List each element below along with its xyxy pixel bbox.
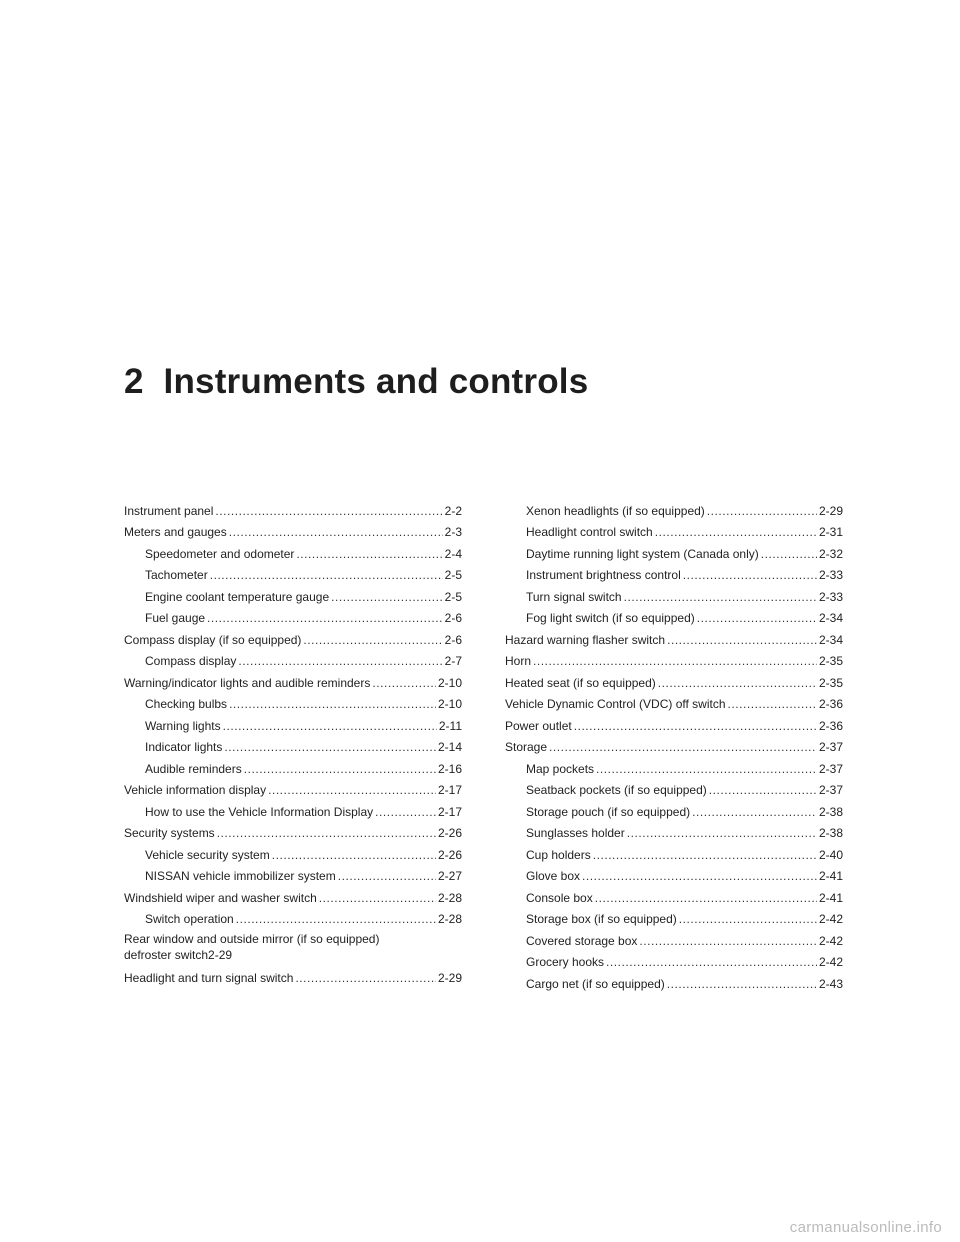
- toc-entry-label: Covered storage box: [526, 933, 638, 948]
- toc-entry[interactable]: [505, 883, 843, 905]
- toc-entry-label: Sunglasses holder: [526, 826, 625, 840]
- toc-entry-page: 2-43: [818, 976, 843, 991]
- toc-entry-page: 2-6: [444, 611, 462, 625]
- toc-entry[interactable]: [505, 969, 843, 991]
- toc-entry[interactable]: [505, 905, 843, 927]
- toc-entry-label: Storage pouch (if so equipped): [526, 804, 691, 819]
- toc-entry-page: 2-33: [818, 568, 843, 582]
- toc-entry[interactable]: [505, 625, 843, 647]
- toc-entry-page: 2-36: [818, 718, 843, 733]
- toc-entry-label: Xenon headlights (if so equipped): [526, 503, 705, 518]
- toc-entry[interactable]: [124, 690, 462, 712]
- toc-leader-dots: [375, 805, 436, 819]
- toc-entry-page: 2-42: [818, 912, 843, 926]
- toc-entry[interactable]: [124, 539, 462, 561]
- toc-entry-label: Power outlet: [505, 718, 572, 733]
- toc-entry-page: 2-10: [437, 697, 462, 711]
- toc-entry[interactable]: [505, 582, 843, 604]
- toc-leader-dots: [238, 654, 442, 668]
- toc-entry-label: How to use the Vehicle Information Display: [145, 804, 374, 819]
- toc-leader-dots: [296, 547, 442, 561]
- toc-leader-dots: [697, 611, 817, 625]
- toc-entry-label: Security systems: [124, 826, 215, 840]
- toc-leader-dots: [268, 783, 436, 797]
- toc-leader-dots: [707, 504, 817, 518]
- toc-leader-dots: [582, 869, 817, 883]
- toc-entry-label: Warning lights: [145, 718, 221, 733]
- toc-leader-dots: [596, 762, 817, 776]
- toc-entry-page: 2-27: [437, 869, 462, 883]
- toc-entry[interactable]: [505, 754, 843, 776]
- toc-right-column: [505, 496, 843, 991]
- toc-entry-label: Vehicle Dynamic Control (VDC) off switch: [505, 697, 726, 711]
- toc-entry-page: 2-34: [818, 611, 843, 625]
- toc-entry[interactable]: [124, 905, 462, 927]
- toc-entry-label: Cup holders: [526, 847, 591, 862]
- toc-entry-label: Headlight and turn signal switch: [124, 970, 294, 985]
- toc-leader-dots: [244, 762, 436, 776]
- toc-entry-label: Windshield wiper and washer switch: [124, 890, 317, 905]
- toc-entry[interactable]: [124, 647, 462, 669]
- toc-entry-page: 2-42: [818, 955, 843, 969]
- toc-entry-label: Fog light switch (if so equipped): [526, 611, 695, 625]
- toc-entry-label: Daytime running light system (Canada only): [526, 546, 759, 561]
- toc-entry-page: 2-3: [444, 525, 462, 539]
- toc-entry[interactable]: [505, 690, 843, 712]
- toc-entry-page: 2-11: [438, 718, 462, 733]
- toc-entry-page: 2-36: [818, 697, 843, 711]
- toc-leader-dots: [627, 826, 817, 840]
- toc-leader-dots: [236, 912, 436, 926]
- toc-leader-dots: [667, 633, 817, 647]
- toc-entry[interactable]: [124, 797, 462, 819]
- toc-entry-page: 2-6: [444, 632, 462, 647]
- toc-leader-dots: [639, 934, 817, 948]
- toc-entry-page: 2-10: [437, 675, 462, 690]
- toc-leader-dots: [338, 869, 436, 883]
- toc-entry-label: Audible reminders: [145, 761, 242, 776]
- toc-entry-page: 2-41: [818, 890, 843, 905]
- toc-entry-page: 2-38: [818, 826, 843, 840]
- toc-entry-page: 2-28: [437, 890, 462, 905]
- toc-entry-label: Engine coolant temperature gauge: [145, 589, 330, 604]
- toc-entry-label: Instrument panel: [124, 503, 214, 518]
- toc-entry[interactable]: [505, 668, 843, 690]
- toc-entry-page: 2-17: [437, 783, 462, 797]
- toc-leader-dots: [667, 977, 817, 991]
- toc-entry-page: 2-17: [437, 804, 462, 819]
- toc-entry[interactable]: [124, 496, 462, 518]
- toc-entry[interactable]: [505, 797, 843, 819]
- toc-entry-page: 2-2: [444, 503, 462, 518]
- toc-entry-label: NISSAN vehicle immobilizer system: [145, 869, 336, 883]
- toc-leader-dots: [624, 590, 817, 604]
- toc-leader-dots: [224, 740, 436, 754]
- toc-entry[interactable]: [124, 754, 462, 776]
- toc-entry-page: 2-7: [444, 654, 462, 668]
- toc-entry-page: 2-29: [208, 948, 233, 962]
- toc-entry-label: Storage: [505, 740, 548, 754]
- toc-leader-dots: [533, 654, 817, 668]
- toc-entry-page: 2-34: [818, 632, 843, 647]
- toc-entry[interactable]: [124, 604, 462, 626]
- toc-entry-label: Warning/indicator lights and audible reminders: [124, 675, 371, 690]
- toc-entry-label: Horn: [505, 654, 532, 668]
- toc-leader-dots: [683, 568, 817, 582]
- toc-entry[interactable]: [124, 819, 462, 841]
- toc-entry-label: Console box: [526, 890, 593, 905]
- toc-leader-dots: [658, 676, 817, 690]
- toc-leader-dots: [692, 805, 817, 819]
- toc-entry-label: Speedometer and odometer: [145, 546, 295, 561]
- chapter-title: [124, 362, 588, 402]
- toc-leader-dots: [210, 568, 443, 582]
- toc-entry-label: Tachometer: [145, 568, 208, 582]
- toc-entry-label: Instrument brightness control: [526, 568, 681, 582]
- toc-entry[interactable]: [505, 496, 843, 518]
- toc-entry-label: Meters and gauges: [124, 525, 227, 539]
- toc-entry[interactable]: [124, 883, 462, 905]
- toc-entry-label: Seatback pockets (if so equipped): [526, 783, 707, 797]
- toc-entry-label: Checking bulbs: [145, 697, 228, 711]
- toc-entry-page: 2-26: [437, 847, 462, 862]
- toc-entry[interactable]: [505, 647, 843, 669]
- toc-entry[interactable]: [505, 776, 843, 798]
- toc-entry-label: Compass display (if so equipped): [124, 632, 302, 647]
- toc-entry[interactable]: [124, 840, 462, 862]
- toc-entry[interactable]: [505, 926, 843, 948]
- toc-entry-label: Glove box: [526, 869, 581, 883]
- toc-entry[interactable]: [124, 561, 462, 583]
- toc-leader-dots: [229, 525, 443, 539]
- toc-leader-dots: [372, 676, 436, 690]
- toc-entry-page: 2-37: [818, 783, 843, 797]
- footer-watermark: carmanualsonline.info: [789, 1219, 942, 1236]
- toc-entry-page: 2-29: [437, 970, 462, 985]
- toc-leader-dots: [215, 504, 442, 518]
- toc-leader-dots: [272, 848, 436, 862]
- toc-entry[interactable]: [124, 668, 462, 690]
- toc-entry-page: 2-28: [437, 912, 462, 926]
- toc-entry[interactable]: [505, 948, 843, 970]
- toc-leader-dots: [595, 891, 817, 905]
- toc-entry-page: 2-33: [818, 589, 843, 604]
- toc-leader-dots: [679, 912, 817, 926]
- toc-leader-dots: [223, 719, 437, 733]
- toc-entry[interactable]: [124, 963, 462, 985]
- toc-leader-dots: [709, 783, 817, 797]
- toc-entry-label: Turn signal switch: [526, 589, 622, 604]
- toc-entry-label: Fuel gauge: [145, 611, 206, 625]
- toc-entry[interactable]: [505, 840, 843, 862]
- toc-entry[interactable]: [124, 518, 462, 540]
- toc-entry[interactable]: [124, 582, 462, 604]
- toc-entry-page: 2-35: [818, 675, 843, 690]
- toc-entry-label: Heated seat (if so equipped): [505, 675, 656, 690]
- toc-entry[interactable]: [124, 926, 462, 963]
- toc-entry[interactable]: [505, 711, 843, 733]
- toc-entry[interactable]: [505, 539, 843, 561]
- toc-leader-dots: [728, 697, 817, 711]
- toc-leader-dots: [303, 633, 442, 647]
- toc-leader-dots: [295, 971, 436, 985]
- toc-entry-page: 2-5: [444, 589, 462, 604]
- toc-leader-dots: [331, 590, 443, 604]
- toc-entry[interactable]: [505, 604, 843, 626]
- toc-entry-label: Hazard warning flasher switch: [505, 632, 666, 647]
- toc-leader-dots: [593, 848, 817, 862]
- toc-leader-dots: [606, 955, 817, 969]
- toc-entry-page: 2-40: [818, 847, 843, 862]
- toc-entry-label: Compass display: [145, 654, 237, 668]
- toc-entry-page: 2-38: [818, 804, 843, 819]
- toc-leader-dots: [229, 697, 436, 711]
- toc-entry[interactable]: [505, 561, 843, 583]
- toc-entry-page: 2-14: [437, 740, 462, 754]
- toc-entry-label-cont: defroster switch: [124, 948, 209, 962]
- chapter-number: 2: [124, 362, 144, 401]
- chapter-title-text: Instruments and controls: [163, 362, 589, 401]
- toc-entry[interactable]: [505, 733, 843, 755]
- toc-entry-row: [124, 947, 462, 963]
- toc-leader-dots: [574, 719, 817, 733]
- toc-entry[interactable]: [124, 862, 462, 884]
- toc-entry-page: 2-35: [818, 654, 843, 668]
- toc-entry-label: Indicator lights: [145, 740, 223, 754]
- toc-entry[interactable]: [124, 711, 462, 733]
- toc-entry[interactable]: [124, 625, 462, 647]
- toc-entry-page: 2-37: [818, 761, 843, 776]
- toc-entry[interactable]: [505, 819, 843, 841]
- toc-entry-page: 2-31: [818, 525, 843, 539]
- toc-entry-page: 2-16: [437, 761, 462, 776]
- toc-leader-dots: [761, 547, 817, 561]
- toc-entry-page: 2-29: [818, 503, 843, 518]
- toc-leader-dots: [549, 740, 817, 754]
- toc-entry-page: 2-42: [818, 933, 843, 948]
- toc-entry-page: 2-5: [444, 568, 462, 582]
- toc-leader-dots: [207, 611, 443, 625]
- toc-entry-label: Grocery hooks: [526, 955, 605, 969]
- toc-entry-label: Map pockets: [526, 761, 595, 776]
- toc-entry-label: Headlight control switch: [526, 525, 653, 539]
- toc-entry[interactable]: [505, 862, 843, 884]
- toc-leader-dots: [217, 826, 436, 840]
- toc-leader-dots: [319, 891, 436, 905]
- toc-entry[interactable]: [124, 776, 462, 798]
- toc-entry-page: 2-4: [444, 546, 462, 561]
- toc-entry-label: Storage box (if so equipped): [526, 912, 677, 926]
- toc-entry[interactable]: [124, 733, 462, 755]
- toc-leader-dots: [655, 525, 817, 539]
- toc-entry-page: 2-26: [437, 826, 462, 840]
- toc-entry-label: Vehicle security system: [145, 847, 270, 862]
- toc-entry-label: Switch operation: [145, 912, 234, 926]
- toc-entry-label: Cargo net (if so equipped): [526, 976, 665, 991]
- toc-entry[interactable]: [505, 518, 843, 540]
- toc-entry-page: 2-32: [818, 546, 843, 561]
- toc-left-column: [124, 496, 462, 985]
- toc-entry-label: Rear window and outside mirror (if so equipped): [124, 932, 380, 946]
- toc-entry-page: 2-41: [818, 869, 843, 883]
- toc-entry-label: Vehicle information display: [124, 783, 267, 797]
- toc-entry-page: 2-37: [818, 740, 843, 754]
